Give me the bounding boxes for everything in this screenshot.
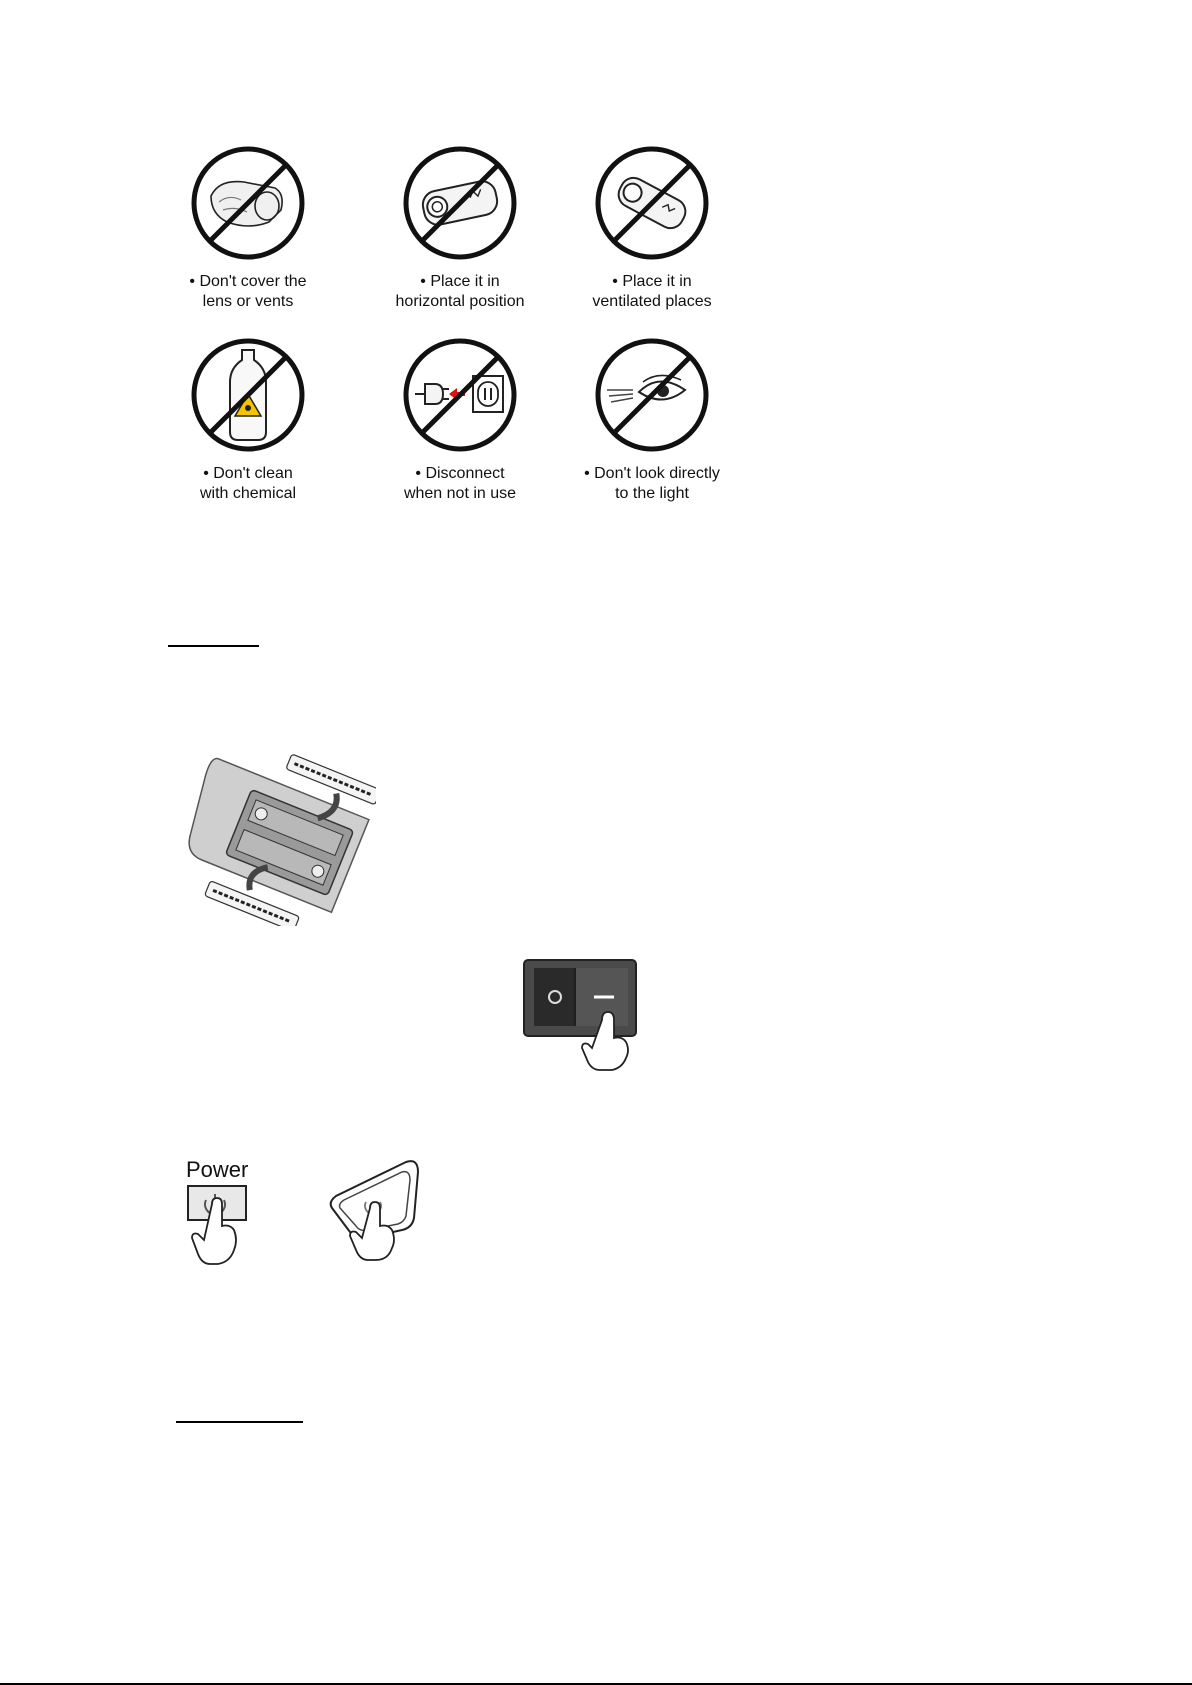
power-button-figure [184,1158,254,1287]
safety-item-cover [148,144,348,312]
safety-item-disconnect [360,336,560,504]
remote-power-figure [326,1158,422,1271]
plugged-prohibited-icon [401,336,519,454]
chemical-prohibited-icon [189,336,307,454]
caption-line: to the light [615,485,689,502]
remote-power-icon [326,1158,422,1266]
power-label: Power [186,1157,249,1182]
caption-line: horizontal position [395,293,525,310]
remote-battery-icon [176,746,376,926]
cover-prohibited-icon [189,144,307,262]
caption-line: • Disconnect [415,465,505,482]
tilt-prohibited-icon [401,144,519,262]
safety-item-chemical [148,336,348,504]
eye-prohibited-icon [593,336,711,454]
caption-line: • Don't cover the [189,273,307,290]
caption-line: with chemical [199,485,297,502]
caption-line: when not in use [403,485,517,502]
safety-item-ventilated [552,144,752,312]
enclosed-prohibited-icon [593,144,711,262]
battery-installation-figure [176,746,376,931]
safety-item-eye [552,336,752,504]
caption-line: • Place it in [420,273,500,290]
rocker-switch-figure [522,958,642,1081]
caption-line: • Don't look directly [584,465,720,482]
section-heading-underline [176,1421,303,1423]
caption-line: • Place it in [612,273,692,290]
rocker-switch-icon [522,958,642,1076]
caption-line: ventilated places [592,293,712,310]
caption-line: • Don't clean [203,465,293,482]
section-heading-underline [168,645,259,647]
power-button-icon [184,1182,254,1282]
caption-line: lens or vents [202,293,294,310]
safety-item-horizontal [360,144,560,312]
